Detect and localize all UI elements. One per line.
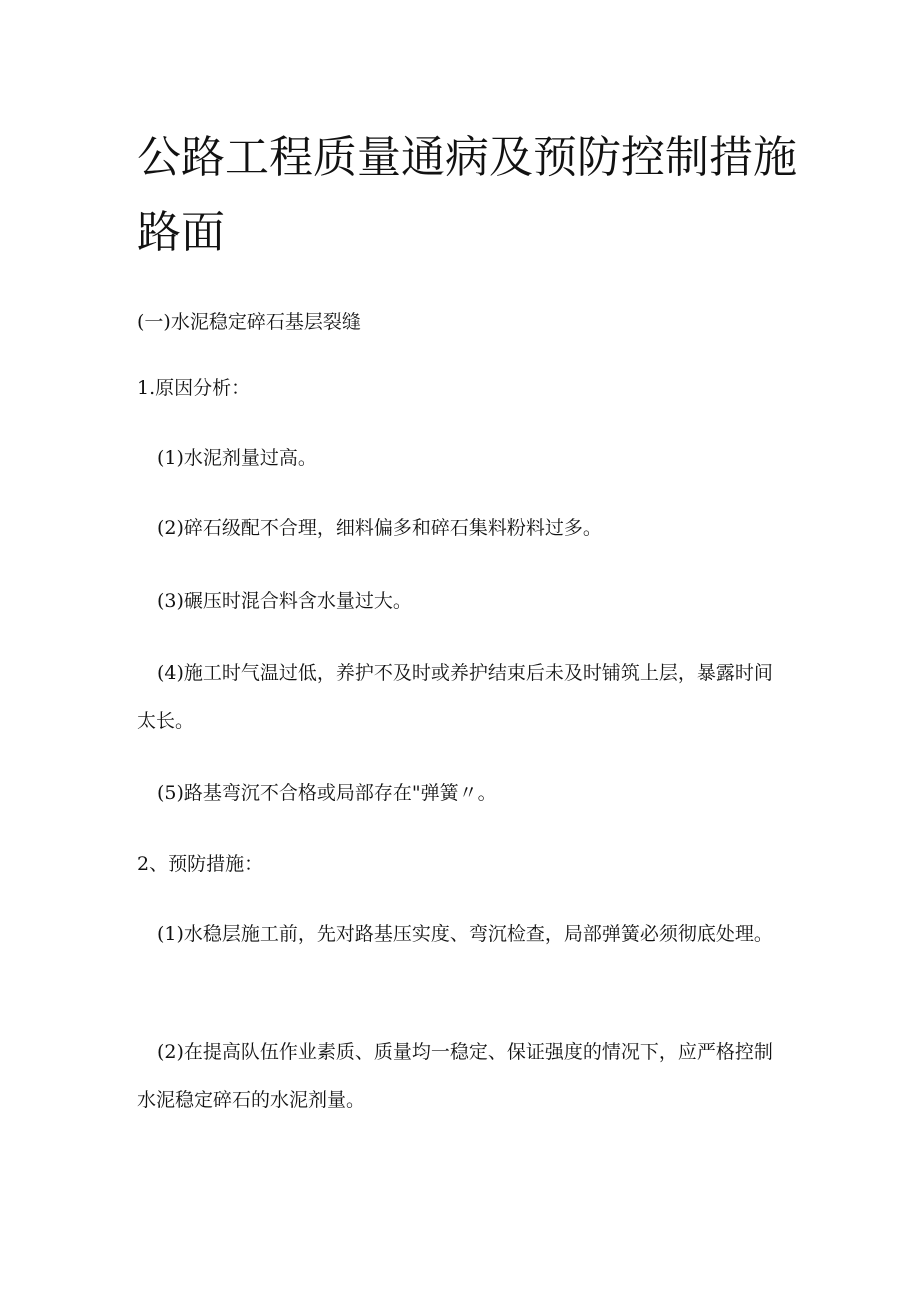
section-heading: (一)水泥稳定碎石基层裂缝 (137, 311, 361, 333)
document-title: 公路工程质量通病及预防控制措施 (137, 132, 797, 183)
cause-item: (2)碎石级配不合理，细料偏多和碎石集料粉料过多。 (157, 517, 602, 539)
cause-heading: 1.原因分析： (137, 377, 251, 399)
prevention-item: (2)在提高队伍作业素质、质量均一稳定、保证强度的情况下，应严格控制水泥稳定碎石的水泥剂量。 (137, 1041, 773, 1111)
cause-item: (4)施工时气温过低，养护不及时或养护结束后未及时铺筑上层，暴露时间太长。 (137, 662, 773, 732)
document-subtitle: 路面 (137, 207, 225, 258)
cause-item: (1)水泥剂量过高。 (157, 447, 317, 469)
cause-item: (3)碾压时混合料含水量过大。 (157, 590, 412, 612)
prevention-heading: 2、预防措施： (137, 853, 264, 875)
prevention-item: (1)水稳层施工前，先对路基压实度、弯沉检查，局部弹簧必须彻底处理。 (157, 923, 773, 945)
cause-item: (5)路基弯沉不合格或局部存在"弹簧〃。 (157, 782, 497, 804)
